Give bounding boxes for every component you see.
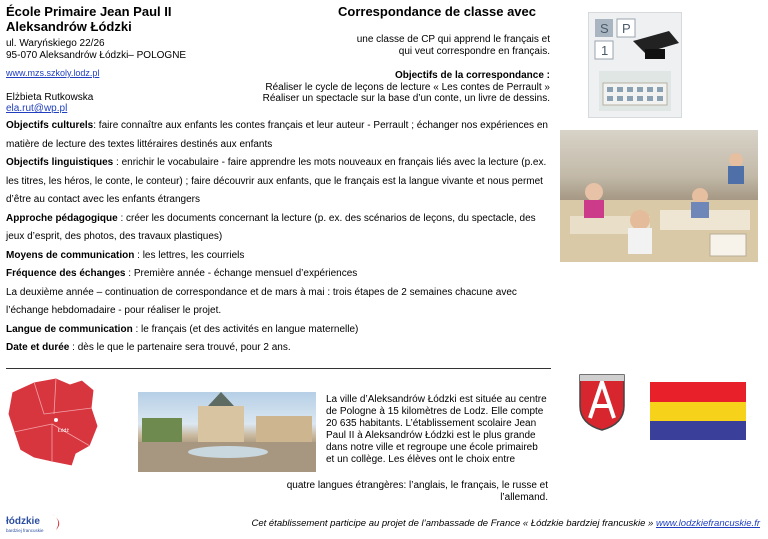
shield-top-band [580,375,624,381]
poland-map-graphic [4,374,102,470]
school-building [603,83,667,105]
flag-red-stripe [650,382,746,402]
child-head-4 [729,153,743,167]
side-building [256,416,312,442]
town-flag-graphic [650,382,746,440]
school-website-link[interactable]: www.mzs.szkoly.lodz.pl [6,68,100,78]
section-date [6,339,554,358]
section-text: : Première année - échange mensuel d’expériences [125,268,358,279]
school-name-line1: École Primaire Jean Paul II [6,4,172,19]
section-linguistic [6,154,554,210]
section-label: Objectifs linguistiques [6,157,114,168]
address-line1: ul. Waryńskiego 22/26 [6,38,105,49]
contact-email-link[interactable]: ela.rut@wp.pl [6,103,68,114]
school-address [6,38,186,62]
section-text: : faire connaître aux enfants les contes français et leur auteur - Perrault ; échanger nos expériences en matière de lecture des textes littéraires destinés aux enfants [6,120,548,150]
objectives-list [232,82,550,104]
section-cultural [6,117,554,154]
coat-of-arms-graphic [577,372,627,432]
child-body-2 [628,228,652,254]
logo-letter-1: 1 [601,43,609,58]
page-title: Correspondance de classe avec [338,4,536,19]
child-head-1 [585,183,603,201]
child-body-3 [691,202,709,218]
section-language [6,321,554,340]
papers [710,234,746,256]
section-text: : dès le que le partenaire sera trouvé, pour 2 ans. [69,342,291,353]
section-label: Moyens de communication [6,249,135,261]
footer-note [200,518,760,529]
section-pedagogy [6,210,554,247]
logo-text: łódzkie [6,516,40,527]
child-body-4 [728,166,744,184]
school-logo [588,12,682,118]
trees [142,418,182,442]
church-building [198,406,244,442]
section-frequency [6,265,554,284]
lodz-marker-icon [54,418,58,422]
child-head-2 [630,210,650,230]
objective-line1: Réaliser le cycle de leçons de lecture « Les contes de Perrault » [265,82,550,93]
partner-line1: une classe de CP qui apprend le français et [356,34,550,45]
section-text: La deuxième année – continuation de correspondance et de mars à mai : trois étapes de 2 semaines chacune avec l’échange hebdomadaire - pour réaliser le projet. [6,286,517,316]
city-square-photo [138,392,316,472]
section-text: : créer les documents concernant la lecture (p. ex. des scénarios de leçons, du spectacle, des jeux d’esprit, des photos, des travaux plastiques) [6,212,536,242]
child-body-1 [584,200,604,218]
poland-outline [8,378,98,466]
map-city-label: Łódź [58,428,69,434]
flag-blue-stripe [650,421,746,440]
section-divider [6,368,551,369]
poland-map [4,374,102,470]
section-text: : le français (et des activités en langue maternelle) [132,323,359,335]
section-text: : enrichir le vocabulaire - faire apprendre les mots nouveaux en français liés avec la lecture (p.ex. les titres, les héros, le conte, le conteur) ; faire découvrir aux enfants, que le français est la langue vivante et nous permet d’être au contact avec les enfants étrangers [6,157,547,205]
coat-of-arms [577,372,627,432]
section-text: : les lettres, les courriels [134,249,245,261]
flag-yellow-stripe [650,402,746,421]
city-photo-graphic [138,392,316,472]
child-head-3 [692,188,708,204]
section-label: Date et durée [6,342,70,353]
section-label: Langue de communication [6,323,133,335]
address-line2: 95-070 Aleksandrów Łódzki– POLOGNE [6,50,187,61]
classroom-photo-graphic [560,130,758,262]
logo-subtext: bardziej francuskie [6,528,44,533]
church-dome [208,392,234,406]
partner-description [300,34,550,58]
section-second-year [6,284,554,321]
city-description: La ville d’Aleksandrów Łódzki est située au centre de Pologne à 15 kilomètres de Lodz. Elle compte 20 635 habitants. L’établissement scolaire Jean Paul II à Aleksandrów Łódzki est le plus grande dans notre ville et regroupe une école primaireb et un collège. Les élèves ont le choix entre [326,394,547,465]
school-name [6,4,171,34]
objective-line2: Réaliser un spectacle sur la base d’un conte, un livre de dessins. [262,93,550,104]
town-flag [650,382,746,440]
lodzkie-logo-graphic [4,512,66,534]
contact-name: Elżbieta Rutkowska [6,92,94,103]
section-label: Fréquence des échanges [6,268,126,279]
project-details [6,117,554,358]
city-description-end: quatre langues étrangères: l’anglais, le français, le russe et l’allemand. [286,480,548,503]
school-name-line2: Aleksandrów Łódzki [6,19,132,34]
footer-link[interactable]: www.lodzkiefrancuskie.fr [655,518,760,529]
section-communication-means [6,247,554,266]
logo-letter-p: P [622,21,631,36]
partner-line2: qui veut correspondre en français. [398,46,550,57]
section-label: Objectifs culturels [6,120,94,131]
lodzkie-logo [4,512,66,534]
classroom-photo [560,130,758,262]
footer-text: Cet établissement participe au projet de l’ambassade de France « Łódzkie bardziej francuskie » [251,518,656,529]
fountain-basin [188,446,268,458]
graduation-cap-base [645,49,665,59]
contact-block [6,92,93,114]
school-logo-graphic [589,13,681,117]
logo-flame-icon [52,514,59,530]
section-label: Approche pédagogique [6,212,118,224]
logo-letter-s: S [600,21,609,36]
objectives-heading: Objectifs de la correspondance : [394,70,550,81]
